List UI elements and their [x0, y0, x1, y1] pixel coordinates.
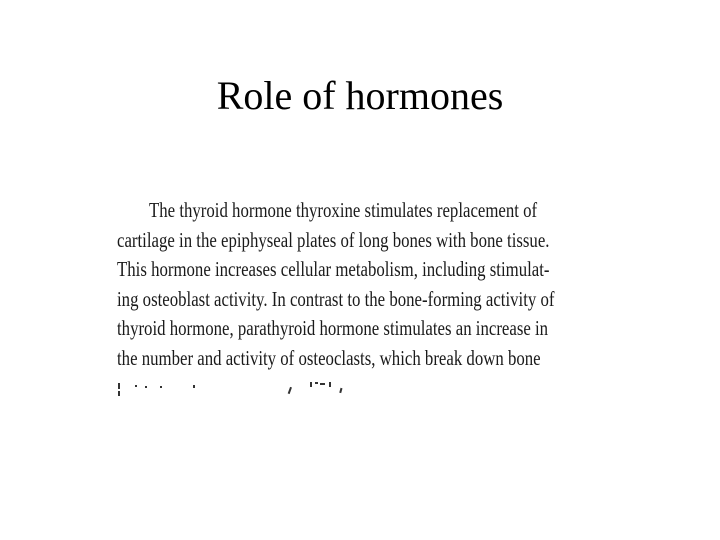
excerpt-line-6: the number and activity of osteoclasts, which break down bone — [117, 345, 541, 370]
excerpt-line-3: This hormone increases cellular metabolism, including stimulat- — [117, 257, 550, 281]
slide-title: Role of hormones — [216, 73, 504, 118]
fragment-mark — [310, 382, 312, 387]
fragment-mark — [118, 391, 120, 396]
fragment-mark — [145, 386, 147, 388]
excerpt-line-4: ing osteoblast activity. In contrast to the bone-forming activity of — [117, 286, 555, 311]
fragment-mark — [315, 382, 318, 384]
fragment-mark — [288, 387, 292, 394]
excerpt-line-2: cartilage in the epiphyseal plates of long bones with bone tissue. — [117, 227, 550, 252]
fragment-mark — [193, 385, 195, 388]
excerpt-line-1: The thyroid hormone thyroxine stimulates replacement of — [149, 198, 538, 222]
fragment-mark — [329, 382, 331, 387]
cropped-text-marks — [117, 381, 357, 401]
fragment-mark — [160, 386, 162, 388]
excerpt-line-5: thyroid hormone, parathyroid hormone stimulates an increase in — [117, 316, 549, 340]
cropped-text-fragment — [117, 381, 357, 401]
scanned-text-excerpt — [117, 196, 597, 373]
fragment-mark — [135, 385, 137, 387]
fragment-mark — [339, 388, 342, 393]
fragment-mark — [320, 383, 325, 385]
fragment-mark — [118, 383, 120, 389]
